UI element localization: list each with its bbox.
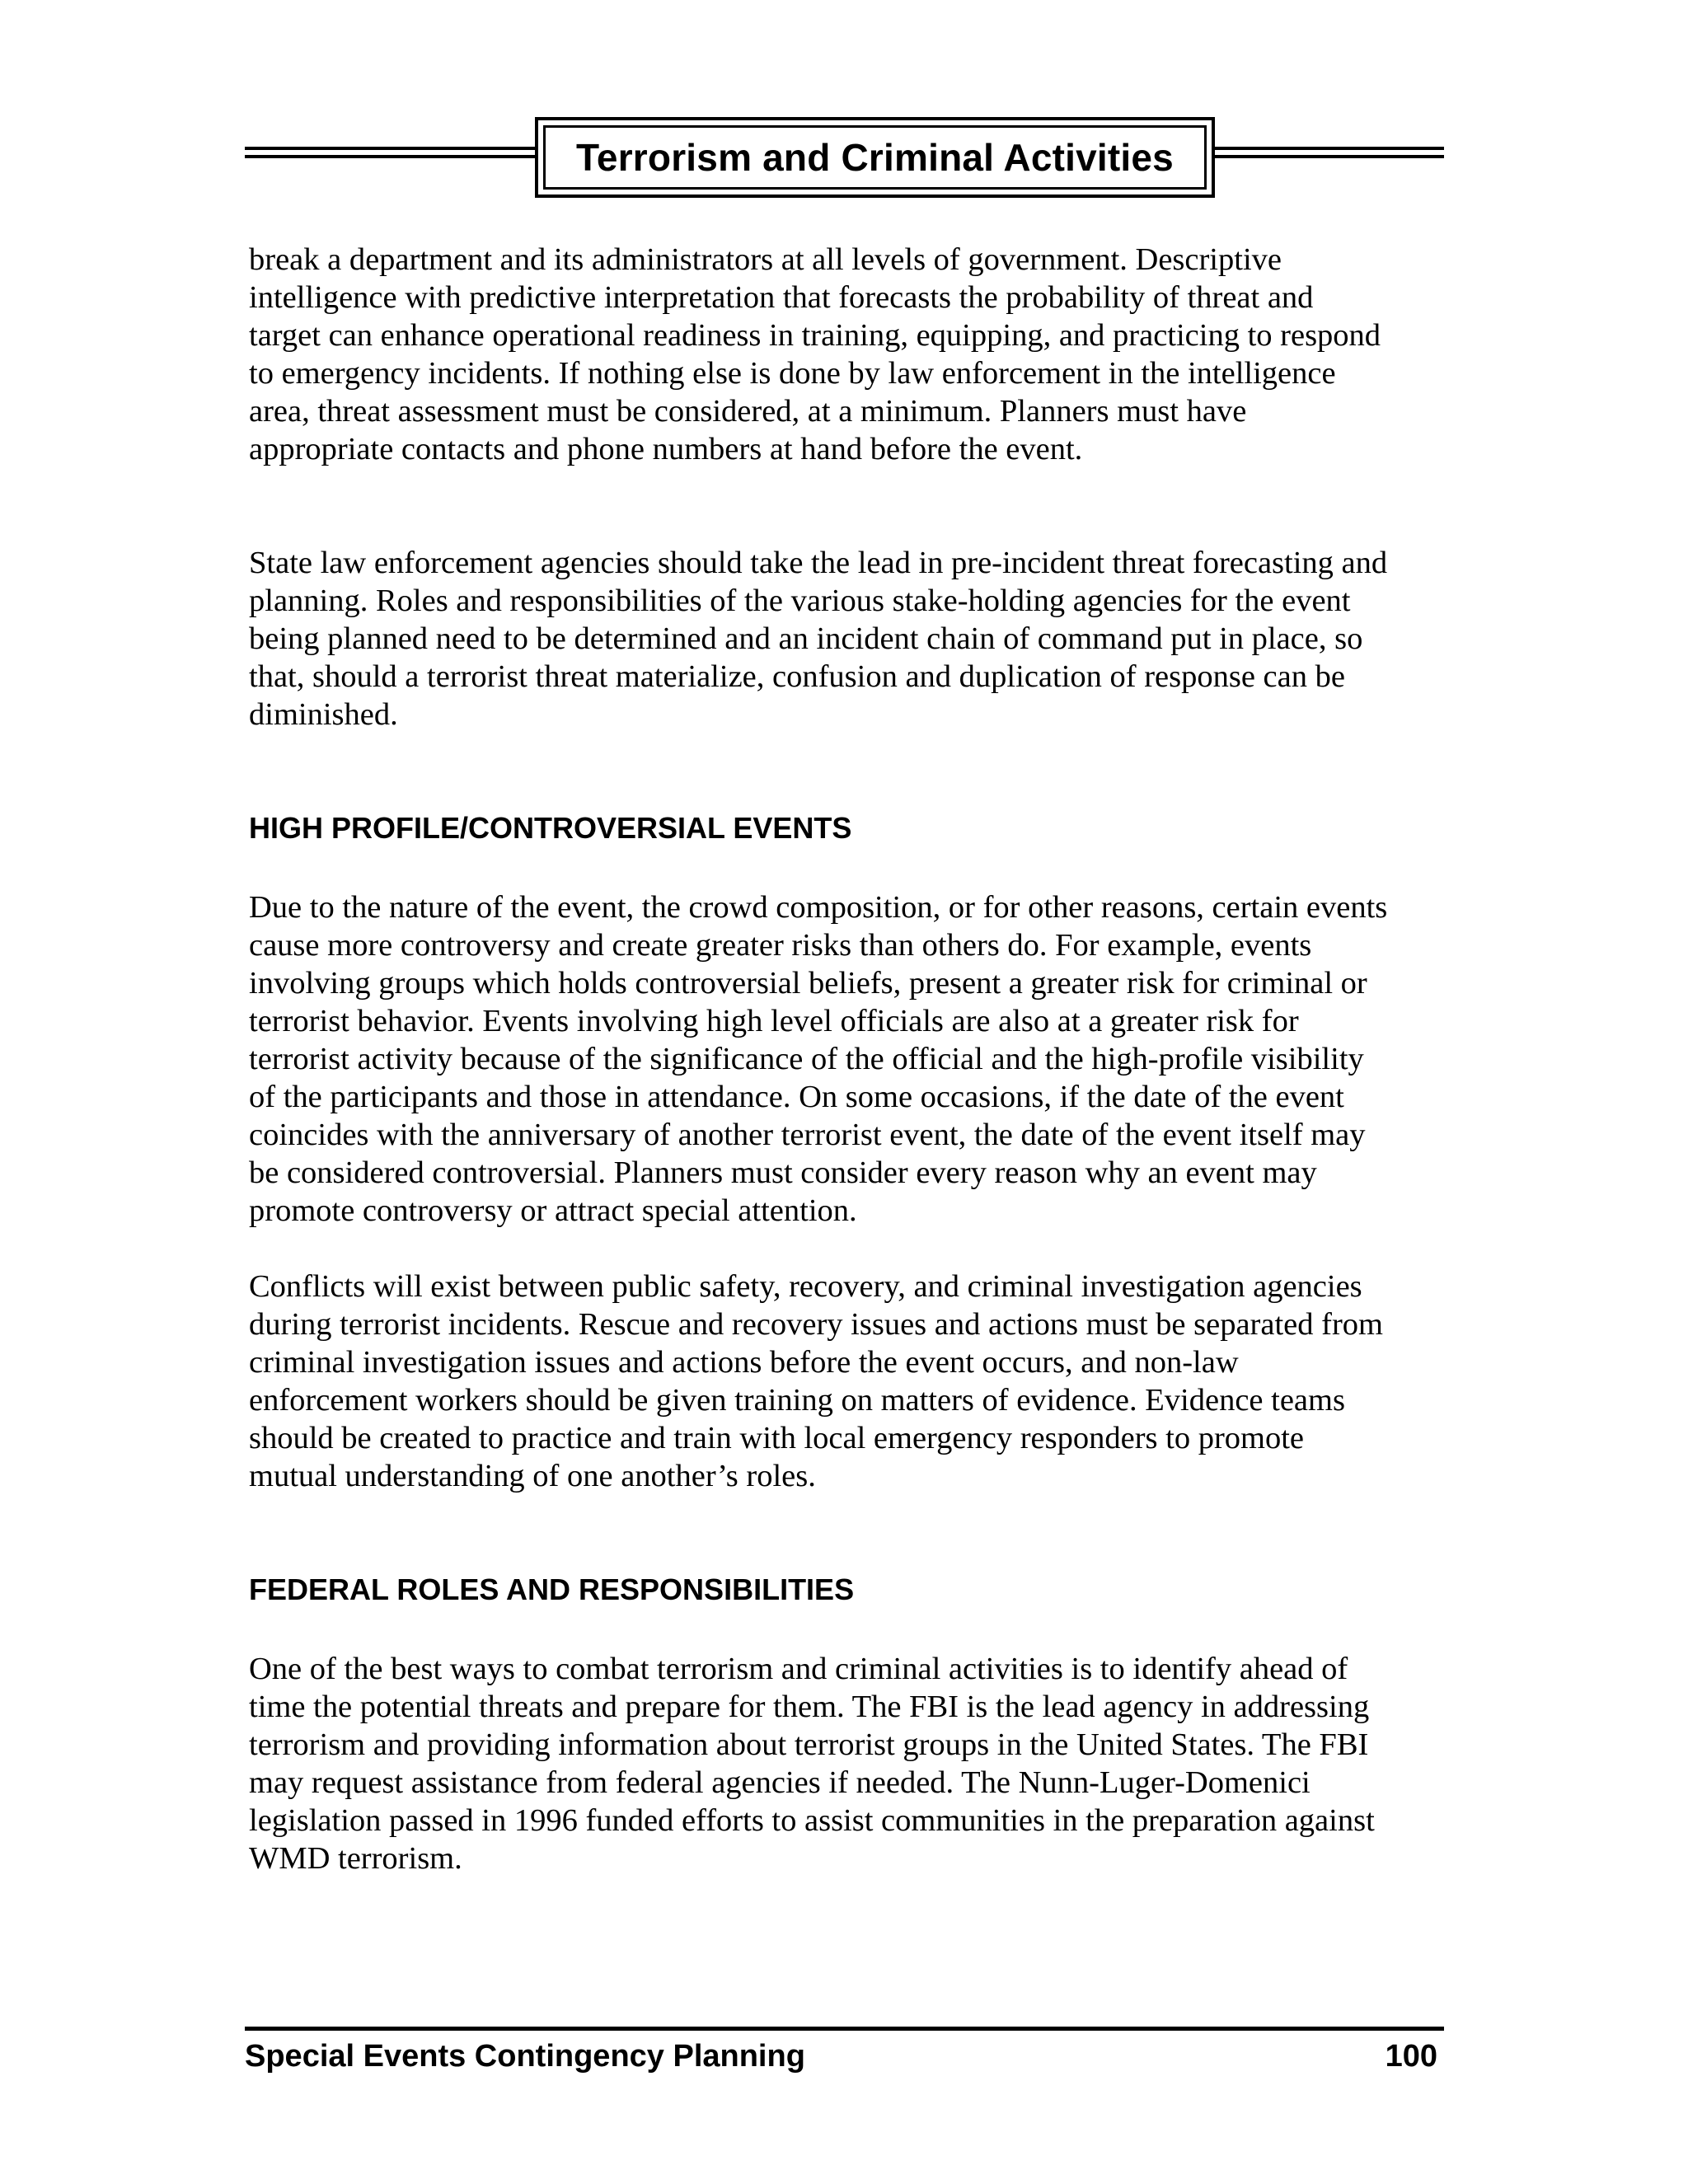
text-line: terrorism and providing information about terrorist groups in the United States. The FBI xyxy=(249,1727,1369,1762)
text-line: should be created to practice and train with local emergency responders to promote xyxy=(249,1421,1305,1455)
text-line: criminal investigation issues and actions before the event occurs, and non-law xyxy=(249,1345,1239,1380)
page-header xyxy=(245,117,1444,199)
section-heading-federal-roles: FEDERAL ROLES AND RESPONSIBILITIES xyxy=(249,1572,855,1606)
text-line: break a department and its administrators at all levels of government. Descriptive xyxy=(249,242,1282,277)
text-line: of the participants and those in attendance. On some occasions, if the date of the event xyxy=(249,1080,1344,1114)
text-line: State law enforcement agencies should take the lead in pre-incident threat forecasting and xyxy=(249,546,1388,580)
text-line: that, should a terrorist threat materialize, confusion and duplication of response can be xyxy=(249,659,1345,694)
paragraph-conflicts xyxy=(249,1268,1452,1495)
text-line: diminished. xyxy=(249,697,398,732)
header-rule-right xyxy=(1212,147,1444,158)
text-line: involving groups which holds controversial beliefs, present a greater risk for criminal or xyxy=(249,966,1367,1001)
header-rule-left xyxy=(245,147,538,158)
text-line: being planned need to be determined and an incident chain of command put in place, so xyxy=(249,621,1363,656)
text-line: target can enhance operational readiness in training, equipping, and practicing to respond xyxy=(249,318,1381,353)
chapter-title: Terrorism and Criminal Activities xyxy=(543,125,1207,190)
text-line: be considered controversial. Planners must consider every reason why an event may xyxy=(249,1155,1317,1190)
page-content xyxy=(249,241,1452,1877)
text-line: Due to the nature of the event, the crowd composition, or for other reasons, certain events xyxy=(249,890,1388,925)
page-footer xyxy=(245,2027,1444,2075)
text-line: terrorist activity because of the significance of the official and the high-profile visibility xyxy=(249,1042,1364,1076)
section-heading-high-profile: HIGH PROFILE/CONTROVERSIAL EVENTS xyxy=(249,811,852,845)
text-line: mutual understanding of one another’s roles. xyxy=(249,1459,816,1493)
text-line: intelligence with predictive interpretation that forecasts the probability of threat and xyxy=(249,280,1314,315)
text-line: planning. Roles and responsibilities of the various stake-holding agencies for the event xyxy=(249,583,1351,618)
paragraph-intelligence xyxy=(249,241,1452,468)
paragraph-state-agencies xyxy=(249,544,1452,733)
text-line: area, threat assessment must be considered, at a minimum. Planners must have xyxy=(249,394,1247,429)
text-line: during terrorist incidents. Rescue and recovery issues and actions must be separated from xyxy=(249,1307,1383,1342)
text-line: time the potential threats and prepare for them. The FBI is the lead agency in addressing xyxy=(249,1690,1370,1724)
text-line: terrorist behavior. Events involving high level officials are also at a greater risk for xyxy=(249,1004,1299,1038)
text-line: enforcement workers should be given training on matters of evidence. Evidence teams xyxy=(249,1383,1345,1418)
chapter-title-box xyxy=(535,117,1215,198)
text-line: Conflicts will exist between public safety, recovery, and criminal investigation agencies xyxy=(249,1269,1362,1304)
paragraph-controversial-events xyxy=(249,888,1452,1230)
text-line: One of the best ways to combat terrorism and criminal activities is to identify ahead of xyxy=(249,1652,1348,1686)
text-line: WMD terrorism. xyxy=(249,1841,462,1876)
paragraph-federal-roles xyxy=(249,1650,1452,1877)
text-line: legislation passed in 1996 funded efforts to assist communities in the preparation against xyxy=(249,1803,1375,1838)
footer-document-title: Special Events Contingency Planning xyxy=(245,2039,805,2074)
text-line: may request assistance from federal agencies if needed. The Nunn-Luger-Domenici xyxy=(249,1765,1311,1800)
page-number: 100 xyxy=(1385,2039,1437,2074)
text-line: cause more controversy and create greater risks than others do. For example, events xyxy=(249,928,1312,963)
text-line: promote controversy or attract special attention. xyxy=(249,1193,857,1228)
text-line: coincides with the anniversary of another terrorist event, the date of the event itself may xyxy=(249,1118,1366,1152)
text-line: appropriate contacts and phone numbers at hand before the event. xyxy=(249,432,1083,466)
text-line: to emergency incidents. If nothing else is done by law enforcement in the intelligence xyxy=(249,356,1336,391)
